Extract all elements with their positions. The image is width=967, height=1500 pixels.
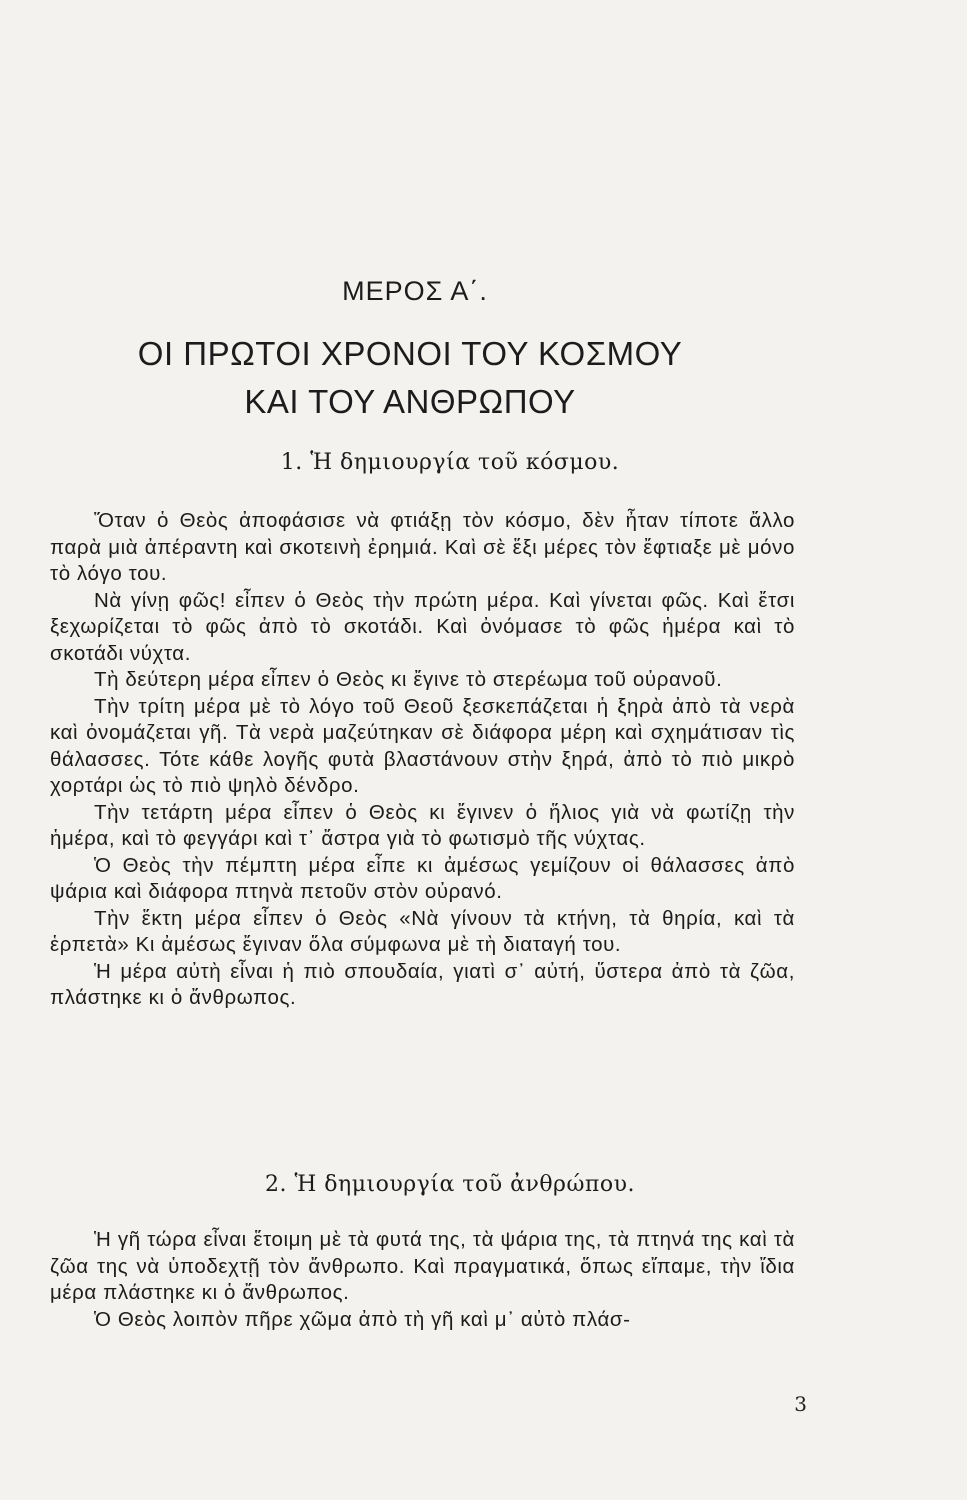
section-body [50,1227,795,1333]
paragraph: Ἡ μέρα αὐτὴ εἶναι ἡ πιὸ σπουδαία, γιατὶ σ᾽ αὐτή, ὕστερα ἀπὸ τὰ ζῶα, πλάστηκε κι ὁ ἄνθρωπος. [50,959,795,1009]
paragraph: Τὴν ἕκτη μέρα εἶπεν ὁ Θεὸς «Νὰ γίνουν τὰ κτήνη, τὰ θηρία, καὶ τὰ ἑρπετὰ» Κι ἀμέσως ἔγιναν ὅλα σύμφωνα μὲ τὴ διαταγή του. [50,906,795,956]
page-number: 3 [794,1392,807,1416]
paragraph: Ἡ γῆ τώρα εἶναι ἕτοιμη μὲ τὰ φυτά της, τὰ ψάρια της, τὰ πτηνά της καὶ τὰ ζῶα της νὰ ὑποδεχτῇ τὸν ἄνθρωπο. Καὶ πραγματικά, ὅπως εἴπαμε, τὴν ἴδια μέρα πλάστηκε κι ὁ ἄνθρωπος. [50,1228,795,1304]
section-heading: 2. Ἡ δημιουργία τοῦ ἀνθρώπου. [264,1172,636,1197]
title-line: ΚΑΙ ΤΟΥ ΑΝΘΡΩΠΟΥ [244,383,576,420]
title-line: ΟΙ ΠΡΩΤΟΙ ΧΡΟΝΟΙ ΤΟΥ ΚΟΣΜΟΥ [137,335,683,372]
paragraph: Ὁ Θεὸς λοιπὸν πῆρε χῶμα ἀπὸ τὴ γῆ καὶ μ᾽ αὐτὸ πλάσ- [94,1307,631,1331]
section-heading: 1. Ἡ δημιουργία τοῦ κόσμου. [280,450,620,475]
paragraph: Ὁ Θεὸς τὴν πέμπτη μέρα εἶπε κι ἀμέσως γεμίζουν οἱ θάλασσες ἀπὸ ψάρια καὶ διάφορα πτηνὰ πετοῦν στὸν οὐρανό. [50,853,795,903]
paragraph: Ὅταν ὁ Θεὸς ἀποφάσισε νὰ φτιάξῃ τὸν κόσμο, δὲν ἦταν τίποτε ἄλλο παρὰ μιὰ ἀπέραντη καὶ σκοτεινὴ ἐρημιά. Καὶ σὲ ἕξι μέρες τὸν ἔφτιαξε μὲ μόνο τὸ λόγο του. [50,509,795,585]
paragraph: Τὴν τετάρτη μέρα εἶπεν ὁ Θεὸς κι ἔγινεν ὁ ἥλιος γιὰ νὰ φωτίζῃ τὴν ἡμέρα, καὶ τὸ φεγγάρι καὶ τ᾽ ἄστρα γιὰ τὸ φωτισμὸ τῆς νύχτας. [50,800,795,850]
paragraph: Τὴ δεύτερη μέρα εἶπεν ὁ Θεὸς κι ἔγινε τὸ στερέωμα τοῦ οὐρανοῦ. [94,668,723,691]
paragraph: Τὴν τρίτη μέρα μὲ τὸ λόγο τοῦ Θεοῦ ξεσκεπάζεται ἡ ξηρὰ ἀπὸ τὰ νερὰ καὶ ὀνομάζεται γῆ. Τὰ νερὰ μαζεύτηκαν σὲ διάφορα μέρη καὶ σχημάτισαν τὶς θάλασσες. Τότε κάθε λογῆς φυτὰ βλαστάνουν στὴν ξηρά, ἀπὸ τὸ πιὸ μικρὸ χορτάρι ὡς τὸ πιὸ ψηλὸ δένδρο. [50,694,795,797]
main-title [0,330,820,426]
paragraph: Νὰ γίνῃ φῶς! εἶπεν ὁ Θεὸς τὴν πρώτη μέρα. Καὶ γίνεται φῶς. Καὶ ἔτσι ξεχωρίζεται τὸ φῶς ἀπὸ τὸ σκοτάδι. Καὶ ὀνόμασε τὸ φῶς ἡμέρα καὶ τὸ σκοτάδι νύχτα. [50,588,795,665]
section-body [50,508,795,1012]
part-label: ΜΕΡΟΣ Α΄. [342,276,488,306]
